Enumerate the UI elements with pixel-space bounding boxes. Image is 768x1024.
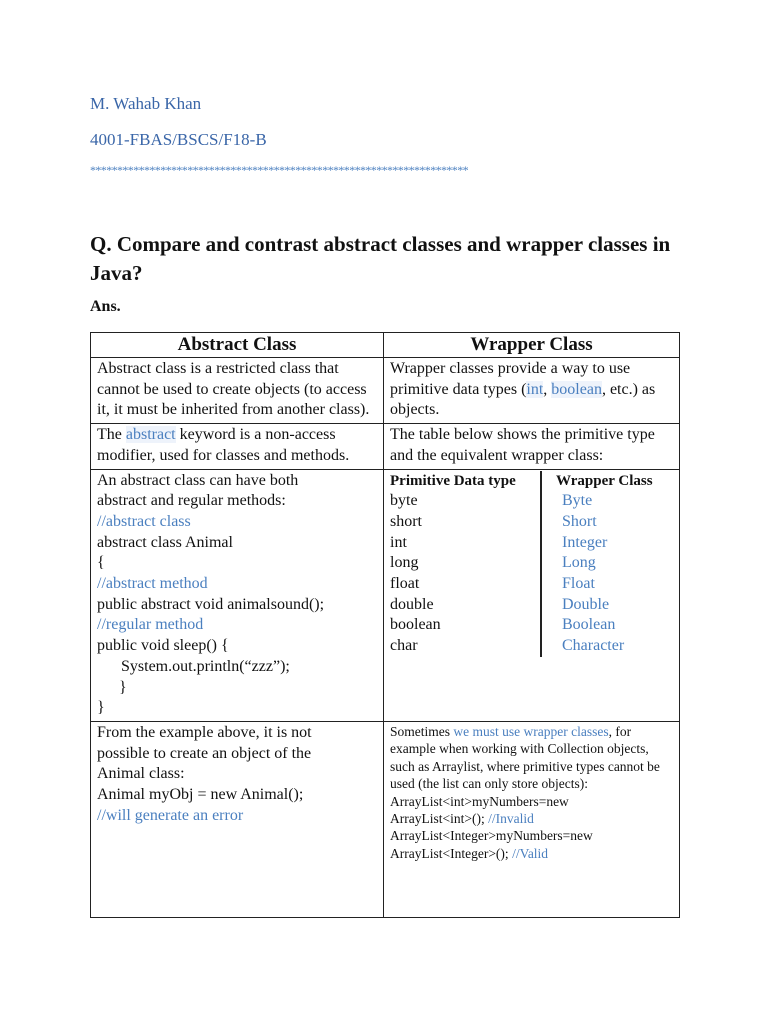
code-valid-line1: ArrayList<Integer>myNumbers=new xyxy=(390,828,593,844)
error-comment: //will generate an error xyxy=(97,806,244,824)
code-valid-text: ArrayList<Integer>(); xyxy=(390,845,513,861)
usage-prefix: Sometimes xyxy=(390,723,454,739)
question-heading: Q. Compare and contrast abstract classes and wrapper classes in Java? xyxy=(90,232,671,285)
abstract-instantiation-note xyxy=(91,721,384,917)
wrapper-class-item: Double xyxy=(562,595,610,613)
code-line: abstract and regular methods: xyxy=(97,492,286,510)
wrapper-definition xyxy=(384,358,680,424)
code-invalid-text: ArrayList<int>(); xyxy=(390,810,489,826)
abstract-keyword-description xyxy=(91,424,384,469)
wrapper-class-item: Boolean xyxy=(562,616,616,634)
primitive-type-item: boolean xyxy=(390,616,441,634)
table-row xyxy=(91,424,680,469)
comparison-table xyxy=(90,332,680,918)
code-line: public abstract void animalsound(); xyxy=(97,595,325,613)
primitive-type-item: long xyxy=(390,554,419,572)
wrapper-definition-end: , etc.) as objects. xyxy=(390,380,656,419)
abstract-code-example xyxy=(91,469,384,721)
wrapper-usage-text xyxy=(390,723,673,793)
boolean-keyword: boolean xyxy=(551,380,602,398)
code-close-brace: } xyxy=(97,699,105,717)
invalid-comment: //Invalid xyxy=(488,810,534,826)
table-row xyxy=(91,469,680,721)
code-lines xyxy=(97,471,377,657)
header-wrapper-class: Wrapper Class xyxy=(384,333,680,358)
wrapper-definition-text: Wrapper classes provide a way to use primitive data types ( xyxy=(390,360,631,398)
code-invalid-line2 xyxy=(390,810,673,827)
wrapper-class-item: Byte xyxy=(562,492,593,510)
wrapper-class-item: Float xyxy=(562,575,595,593)
usage-highlight: we must use wrapper classes xyxy=(453,723,609,739)
code-line: //abstract class xyxy=(97,512,191,530)
abstract-definition: Abstract class is a restricted class that cannot be used to create objects (to access it, it must be inherited from another class). xyxy=(91,358,384,424)
abstract-note-line: Animal myObj = new Animal(); xyxy=(97,786,304,804)
table-row xyxy=(91,721,680,917)
separator-line: ********************************************************************** xyxy=(90,163,469,177)
wrapper-class-item: Long xyxy=(562,554,596,572)
primitive-type-item: char xyxy=(390,637,418,655)
code-close-brace: } xyxy=(119,678,127,696)
primitive-wrapper-columns xyxy=(390,471,673,657)
wrapper-class-item: Integer xyxy=(562,533,608,551)
wrapper-usage-note xyxy=(384,721,680,917)
primitive-type-item: float xyxy=(390,575,420,593)
wrapper-header: Wrapper Class xyxy=(556,472,653,489)
abstract-keyword: abstract xyxy=(125,426,176,444)
code-line: { xyxy=(97,554,105,572)
code-line: //regular method xyxy=(97,616,204,634)
wrapper-column xyxy=(542,471,653,657)
primitive-type-item: double xyxy=(390,595,434,613)
code-line: abstract class Animal xyxy=(97,533,233,551)
primitive-column xyxy=(390,471,542,657)
student-id: 4001-FBAS/BSCS/F18-B xyxy=(90,130,267,149)
abstract-note-line: Animal class: xyxy=(97,765,185,783)
wrapper-table-intro: The table below shows the primitive type and the equivalent wrapper class: xyxy=(384,424,680,469)
primitive-header: Primitive Data type xyxy=(390,472,516,489)
valid-comment: //Valid xyxy=(512,845,549,861)
int-keyword: int xyxy=(526,380,544,398)
author-name: M. Wahab Khan xyxy=(90,94,202,113)
table-header-row xyxy=(91,333,680,358)
code-invalid-line1: ArrayList<int>myNumbers=new xyxy=(390,793,569,809)
answer-label: Ans. xyxy=(90,298,121,315)
wrapper-class-item: Short xyxy=(562,512,597,530)
usage-suffix: , for example when working with Collection objects, such as Arraylist, where primitive types cannot be used (the list can only store objects): xyxy=(390,723,660,792)
code-valid-line2 xyxy=(390,845,673,862)
comma-text: , xyxy=(543,380,552,398)
header-abstract-class: Abstract Class xyxy=(91,333,384,358)
primitive-type-item: int xyxy=(390,533,407,551)
abstract-keyword-prefix: The xyxy=(97,426,126,444)
table-row xyxy=(91,358,680,424)
abstract-note-line: possible to create an object of the xyxy=(97,744,312,762)
primitive-wrapper-table xyxy=(384,469,680,721)
abstract-keyword-suffix: keyword is a non-access modifier, used for classes and methods. xyxy=(97,426,350,464)
primitive-type-item: short xyxy=(390,512,422,530)
code-line: An abstract class can have both xyxy=(97,471,299,489)
code-println: System.out.println(“zzz”); xyxy=(121,657,290,675)
primitive-type-item: byte xyxy=(390,492,418,510)
wrapper-class-item: Character xyxy=(562,637,625,655)
code-line: public void sleep() { xyxy=(97,637,229,655)
abstract-note-line: From the example above, it is not xyxy=(97,723,312,741)
abstract-note-lines xyxy=(97,723,377,806)
code-line: //abstract method xyxy=(97,575,208,593)
